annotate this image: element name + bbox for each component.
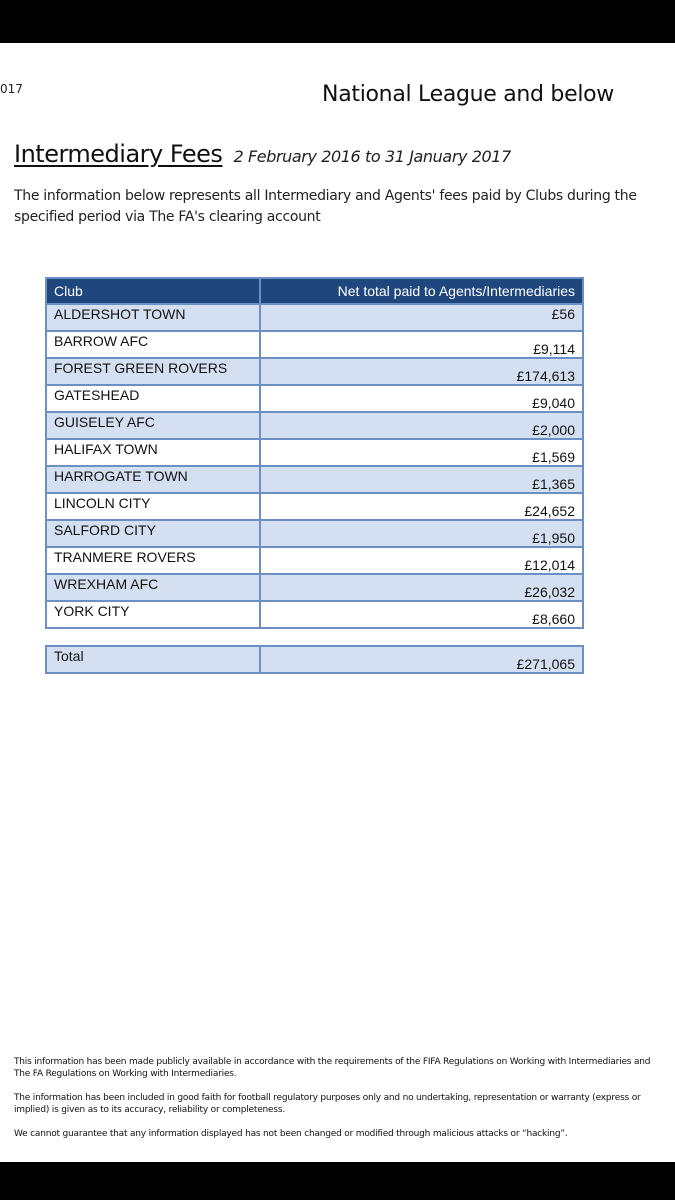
period-subtitle: 2 February 2016 to 31 January 2017 [233,147,511,166]
club-amount: £56 [260,304,583,331]
club-name: BARROW AFC [46,331,260,358]
table-row [46,601,583,628]
top-black-bar [0,0,675,43]
club-name: GUISELEY AFC [46,412,260,439]
table-row [46,574,583,601]
club-name: GATESHEAD [46,385,260,412]
total-amount: £271,065 [260,646,583,673]
club-amount: £24,652 [260,493,583,520]
disclaimer [14,1056,654,1152]
club-amount: £174,613 [260,358,583,385]
disclaimer-paragraph: This information has been made publicly available in accordance with the requirements of the FIFA Regulations on Working with Intermediaries and The FA Regulations on Working with Intermediaries. [14,1057,651,1079]
club-name: FOREST GREEN ROVERS [46,358,260,385]
disclaimer-paragraph: We cannot guarantee that any information displayed has not been changed or modified through malicious attacks or “hacking”. [14,1129,568,1139]
club-name: YORK CITY [46,601,260,628]
table-row [46,493,583,520]
column-header-amount: Net total paid to Agents/Intermediaries [260,278,583,304]
club-amount: £9,040 [260,385,583,412]
page-number-fragment: 017 [0,82,23,96]
club-amount: £12,014 [260,547,583,574]
club-amount: £26,032 [260,574,583,601]
table-row [46,331,583,358]
club-amount: £1,950 [260,520,583,547]
page-title: Intermediary Fees [14,140,223,168]
bottom-black-bar [0,1162,675,1200]
league-heading: National League and below [322,82,614,107]
club-name: ALDERSHOT TOWN [46,304,260,331]
table-row [46,547,583,574]
table-row [46,385,583,412]
intro-text: The information below represents all Intermediary and Agents' fees paid by Clubs during the specified period via The FA's clearing account [14,188,637,225]
club-name: HALIFAX TOWN [46,439,260,466]
total-table [45,645,584,674]
table-header-row [46,278,583,304]
club-name: SALFORD CITY [46,520,260,547]
total-label: Total [46,646,260,673]
table-row [46,520,583,547]
club-name: TRANMERE ROVERS [46,547,260,574]
table-row [46,304,583,331]
fees-table [45,277,584,629]
club-amount: £1,365 [260,466,583,493]
club-amount: £2,000 [260,412,583,439]
total-row [46,646,583,673]
table-row [46,466,583,493]
title-row [14,140,511,168]
table-row [46,358,583,385]
club-name: HARROGATE TOWN [46,466,260,493]
column-header-club: Club [46,278,260,304]
club-amount: £9,114 [260,331,583,358]
club-amount: £1,569 [260,439,583,466]
club-name: WREXHAM AFC [46,574,260,601]
club-amount: £8,660 [260,601,583,628]
table-row [46,412,583,439]
club-name: LINCOLN CITY [46,493,260,520]
disclaimer-paragraph: The information has been included in good faith for football regulatory purposes only and no undertaking, representation or warranty (express or implied) is given as to its accuracy, reliability or completeness. [14,1093,641,1115]
table-row [46,439,583,466]
